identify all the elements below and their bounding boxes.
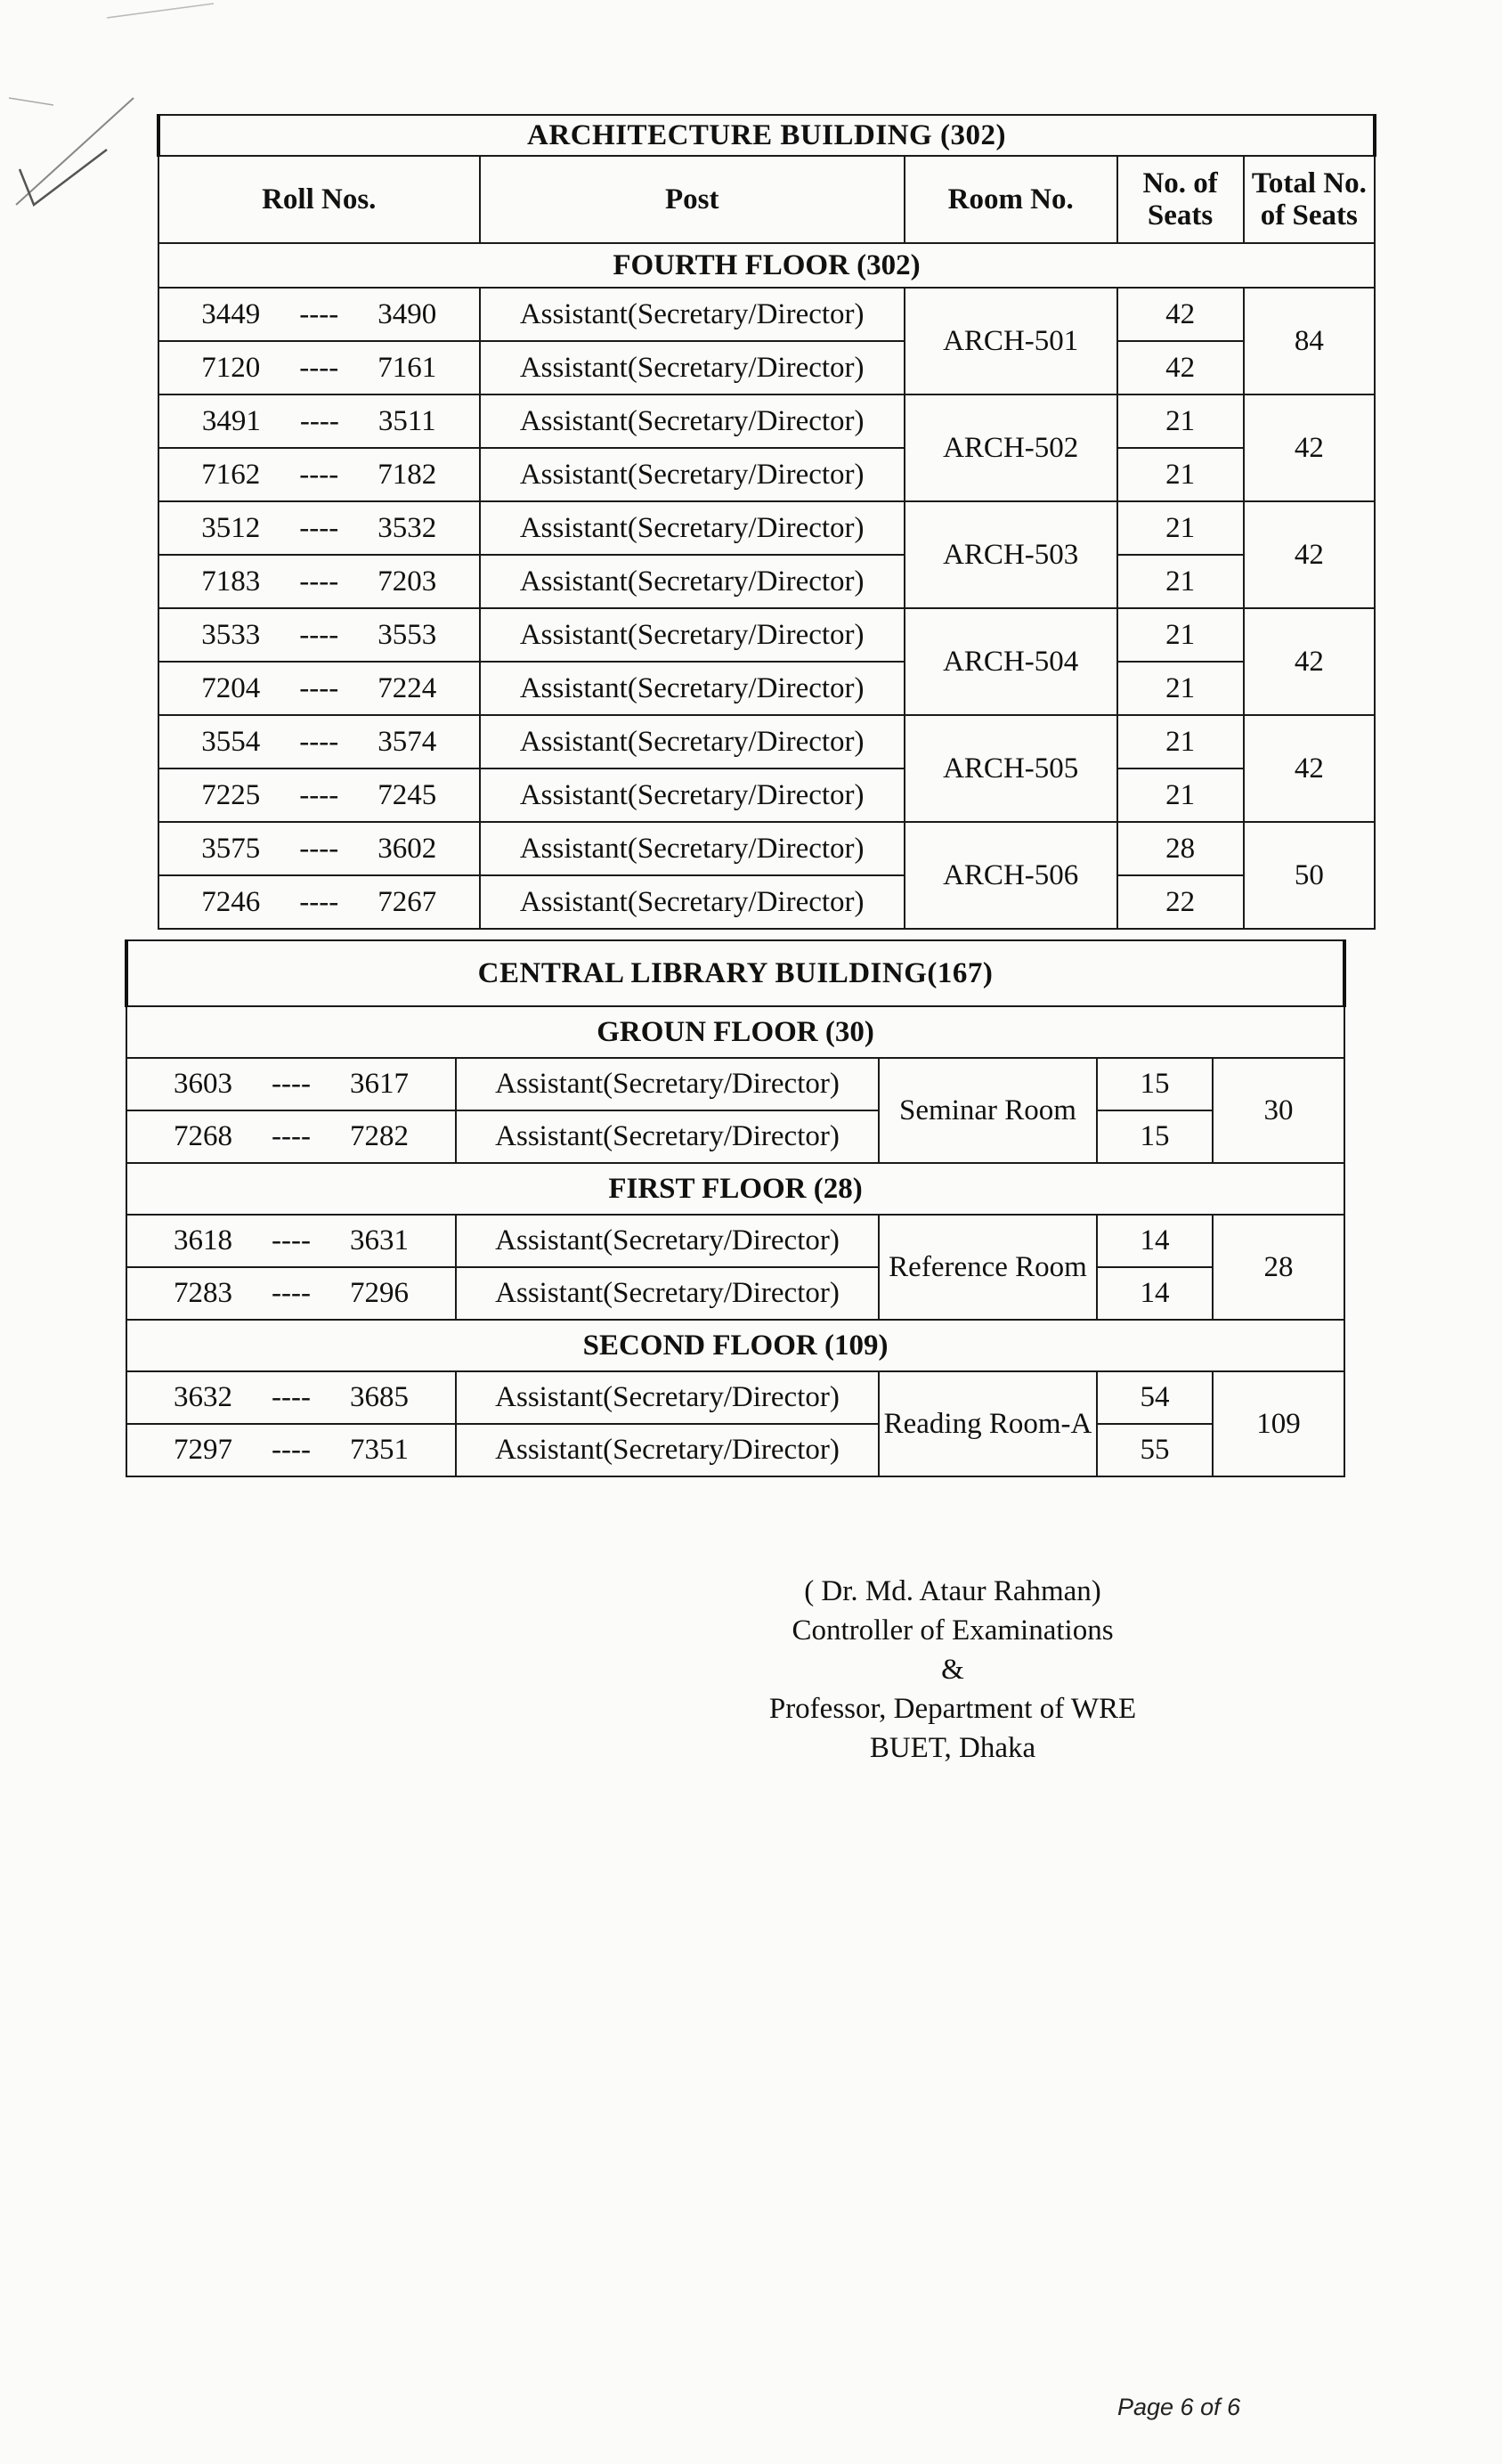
no-of-seats: 54 (1097, 1371, 1213, 1424)
no-of-seats: 14 (1097, 1215, 1213, 1267)
building-title-row (126, 940, 1344, 1006)
roll-to: 3553 (378, 618, 437, 651)
header-roll-nos: Roll Nos. (158, 156, 480, 243)
roll-to: 7267 (378, 885, 437, 918)
floor-title-row (126, 1006, 1344, 1058)
total-seats: 50 (1244, 822, 1375, 929)
roll-dash: ---- (299, 458, 339, 491)
no-of-seats: 15 (1097, 1058, 1213, 1110)
header-no-of-seats: No. of Seats (1117, 156, 1244, 243)
roll-to: 7224 (378, 671, 437, 704)
building-title-row (158, 115, 1375, 156)
roll-range (126, 1215, 456, 1267)
roll-from: 3449 (201, 297, 261, 330)
room-no: ARCH-506 (905, 822, 1117, 929)
building-title: ARCHITECTURE BUILDING (302) (158, 115, 1375, 156)
roll-from: 3575 (201, 832, 261, 865)
table-row (158, 341, 1375, 394)
ampersand: & (941, 1654, 964, 1686)
table-header-row (158, 156, 1375, 243)
room-no: Reference Room (879, 1215, 1097, 1320)
roll-range (126, 1371, 456, 1424)
table-row (158, 715, 1375, 768)
roll-from: 3632 (174, 1381, 233, 1414)
roll-dash: ---- (299, 404, 339, 437)
roll-to: 3602 (378, 832, 437, 865)
floor-title: FOURTH FLOOR (302) (158, 243, 1375, 288)
table-row (158, 822, 1375, 875)
total-seats: 30 (1213, 1058, 1344, 1163)
table-row (126, 1110, 1344, 1163)
total-seats: 84 (1244, 288, 1375, 394)
roll-from: 7297 (174, 1434, 233, 1467)
post: Assistant(Secretary/Director) (480, 448, 905, 501)
roll-dash: ---- (299, 351, 339, 384)
roll-dash: ---- (299, 671, 339, 704)
post: Assistant(Secretary/Director) (480, 822, 905, 875)
table-row (126, 1267, 1344, 1320)
roll-to: 7282 (349, 1120, 409, 1153)
signatory-department: Professor, Department of WRE (768, 1693, 1137, 1725)
roll-dash: ---- (299, 725, 339, 758)
floor-title: FIRST FLOOR (28) (126, 1163, 1344, 1215)
room-no: ARCH-501 (905, 288, 1117, 394)
post: Assistant(Secretary/Director) (480, 394, 905, 448)
floor-title-row (126, 1320, 1344, 1371)
no-of-seats: 42 (1117, 341, 1244, 394)
table-row (158, 608, 1375, 662)
post: Assistant(Secretary/Director) (480, 715, 905, 768)
roll-from: 7268 (174, 1120, 233, 1153)
roll-dash: ---- (299, 618, 339, 651)
table-row (126, 1215, 1344, 1267)
floor-title: SECOND FLOOR (109) (126, 1320, 1344, 1371)
roll-range (126, 1267, 456, 1320)
signatory-organization: BUET, Dhaka (869, 1732, 1036, 1764)
total-seats: 42 (1244, 608, 1375, 715)
roll-range (158, 715, 480, 768)
roll-dash: ---- (299, 832, 339, 865)
roll-from: 7225 (201, 778, 261, 811)
post: Assistant(Secretary/Director) (456, 1110, 879, 1163)
roll-to: 3511 (378, 404, 436, 437)
total-seats: 42 (1244, 394, 1375, 501)
header-room-no: Room No. (905, 156, 1117, 243)
no-of-seats: 21 (1117, 501, 1244, 555)
table-row (126, 1058, 1344, 1110)
roll-to: 3617 (349, 1068, 409, 1101)
room-no: ARCH-504 (905, 608, 1117, 715)
roll-to: 3631 (349, 1224, 409, 1257)
post: Assistant(Secretary/Director) (480, 555, 905, 608)
roll-from: 3618 (174, 1224, 233, 1257)
roll-dash: ---- (272, 1434, 311, 1467)
roll-from: 3603 (174, 1068, 233, 1101)
floor-title: GROUN FLOOR (30) (126, 1006, 1344, 1058)
no-of-seats: 21 (1117, 555, 1244, 608)
roll-range (158, 608, 480, 662)
roll-to: 7182 (378, 458, 437, 491)
no-of-seats: 15 (1097, 1110, 1213, 1163)
architecture-building-table (157, 114, 1376, 930)
roll-from: 7183 (201, 565, 261, 598)
post: Assistant(Secretary/Director) (480, 341, 905, 394)
roll-dash: ---- (299, 565, 339, 598)
no-of-seats: 28 (1117, 822, 1244, 875)
roll-range (158, 822, 480, 875)
signatory-title: Controller of Examinations (792, 1614, 1114, 1647)
post: Assistant(Secretary/Director) (456, 1424, 879, 1476)
roll-range (158, 662, 480, 715)
floor-title-row (126, 1163, 1344, 1215)
no-of-seats: 22 (1117, 875, 1244, 929)
table-row (158, 448, 1375, 501)
roll-to: 7203 (378, 565, 437, 598)
no-of-seats: 21 (1117, 715, 1244, 768)
roll-range (158, 501, 480, 555)
room-no: Seminar Room (879, 1058, 1097, 1163)
no-of-seats: 21 (1117, 608, 1244, 662)
roll-from: 7204 (201, 671, 261, 704)
roll-range (158, 875, 480, 929)
post: Assistant(Secretary/Director) (456, 1215, 879, 1267)
roll-to: 7296 (349, 1277, 409, 1310)
roll-to: 3685 (349, 1381, 409, 1414)
table-row (158, 394, 1375, 448)
no-of-seats: 21 (1117, 448, 1244, 501)
signatory-name: ( Dr. Md. Ataur Rahman) (804, 1575, 1101, 1607)
room-no: ARCH-502 (905, 394, 1117, 501)
roll-to: 3574 (378, 725, 437, 758)
roll-from: 3533 (201, 618, 261, 651)
roll-range (126, 1058, 456, 1110)
table-row (158, 555, 1375, 608)
roll-from: 7283 (174, 1277, 233, 1310)
post: Assistant(Secretary/Director) (480, 875, 905, 929)
table-row (158, 875, 1375, 929)
no-of-seats: 42 (1117, 288, 1244, 341)
roll-to: 3532 (378, 511, 437, 544)
roll-range (126, 1110, 456, 1163)
roll-range (158, 341, 480, 394)
post: Assistant(Secretary/Director) (480, 501, 905, 555)
no-of-seats: 21 (1117, 662, 1244, 715)
roll-from: 7120 (201, 351, 261, 384)
total-seats: 42 (1244, 715, 1375, 822)
roll-dash: ---- (272, 1381, 311, 1414)
roll-dash: ---- (272, 1277, 311, 1310)
room-no: Reading Room-A (879, 1371, 1097, 1476)
total-seats: 28 (1213, 1215, 1344, 1320)
no-of-seats: 21 (1117, 394, 1244, 448)
table-row (158, 288, 1375, 341)
roll-dash: ---- (299, 297, 339, 330)
floor-title-row (158, 243, 1375, 288)
room-no: ARCH-503 (905, 501, 1117, 608)
roll-dash: ---- (299, 511, 339, 544)
post: Assistant(Secretary/Director) (480, 662, 905, 715)
table-row (158, 768, 1375, 822)
no-of-seats: 14 (1097, 1267, 1213, 1320)
roll-dash: ---- (272, 1068, 311, 1101)
no-of-seats: 55 (1097, 1424, 1213, 1476)
roll-dash: ---- (299, 778, 339, 811)
total-seats: 42 (1244, 501, 1375, 608)
roll-range (158, 555, 480, 608)
post: Assistant(Secretary/Director) (480, 768, 905, 822)
page-number: Page 6 of 6 (1117, 2394, 1241, 2420)
roll-dash: ---- (299, 885, 339, 918)
total-seats: 109 (1213, 1371, 1344, 1476)
roll-range (158, 288, 480, 341)
roll-range (158, 394, 480, 448)
signature-block (712, 1572, 1193, 1768)
roll-range (158, 448, 480, 501)
post: Assistant(Secretary/Director) (480, 288, 905, 341)
header-total-seats: Total No. of Seats (1244, 156, 1375, 243)
roll-from: 7246 (201, 885, 261, 918)
roll-from: 7162 (201, 458, 261, 491)
roll-range (158, 768, 480, 822)
roll-from: 3554 (201, 725, 261, 758)
roll-from: 3491 (201, 404, 261, 437)
building-title: CENTRAL LIBRARY BUILDING(167) (126, 940, 1344, 1006)
post: Assistant(Secretary/Director) (456, 1371, 879, 1424)
roll-to: 7245 (378, 778, 437, 811)
central-library-building-table (125, 939, 1346, 1477)
table-row (126, 1371, 1344, 1424)
post: Assistant(Secretary/Director) (480, 608, 905, 662)
roll-from: 3512 (201, 511, 261, 544)
roll-to: 3490 (378, 297, 437, 330)
post: Assistant(Secretary/Director) (456, 1267, 879, 1320)
table-row (126, 1424, 1344, 1476)
roll-range (126, 1424, 456, 1476)
roll-to: 7351 (349, 1434, 409, 1467)
roll-dash: ---- (272, 1224, 311, 1257)
roll-dash: ---- (272, 1120, 311, 1153)
header-post: Post (480, 156, 905, 243)
room-no: ARCH-505 (905, 715, 1117, 822)
table-row (158, 662, 1375, 715)
no-of-seats: 21 (1117, 768, 1244, 822)
roll-to: 7161 (378, 351, 437, 384)
post: Assistant(Secretary/Director) (456, 1058, 879, 1110)
table-row (158, 501, 1375, 555)
